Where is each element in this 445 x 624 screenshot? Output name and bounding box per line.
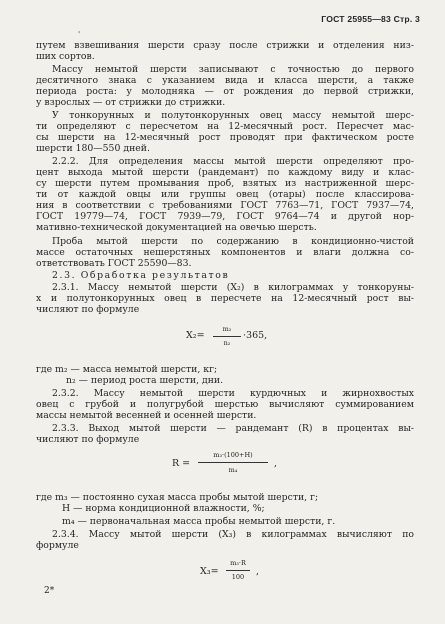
text-line: числяют по формуле — [36, 434, 140, 445]
text-line: ния в соответствии с требованиями ГОСТ 7763—71, ГОСТ 7937—74, — [36, 200, 414, 211]
text-line: мативно-технической документацией на овечью шерсть. — [36, 222, 317, 233]
formula-2-lhs: R = — [172, 458, 191, 469]
formula-3-numerator: m₃·R — [230, 559, 246, 567]
text-line: Массу немытой шерсти записывают с точностью до первого — [52, 64, 414, 75]
formula-1-bar — [213, 336, 241, 337]
text-line: m₄ — первоначальная масса пробы немытой шерсти, г. — [62, 516, 336, 527]
text-line: 2.3.1. Массу немытой шерсти (X₂) в килограммах у тонкоруны- — [52, 282, 414, 293]
text-line: массе остаточных нешерстяных компонентов и влаги должна со- — [36, 247, 414, 258]
text-line: массы немытой весенней и осенней шерсти. — [36, 410, 257, 421]
formula-2-bar — [198, 462, 268, 463]
text-line: 2.3.2. Массу немытой шерсти курдючных и жирнохвостых — [52, 388, 414, 399]
text-line: где m₂ — масса немытой шерсти, кг; — [36, 364, 218, 375]
formula-1-denominator: n₂ — [223, 339, 231, 347]
text-line: ти от каждой овцы или группы овец (отары) после классирова- — [36, 189, 414, 200]
formula-1-numerator: m₂ — [222, 325, 232, 333]
text-line: n₂ — период роста шерсти, дни. — [66, 375, 224, 386]
section-heading: 2.3. Обработка результатов — [52, 270, 230, 281]
text-line: формуле — [36, 540, 79, 551]
text-line: числяют по формуле — [36, 304, 140, 315]
text-line: У тонкорунных и полутонкорунных овец массу немытой шерс- — [52, 110, 414, 121]
text-line: 2.3.4. Массу мытой шерсти (X₃) в килограммах вычисляют по — [52, 529, 414, 540]
text-line: десятичного знака с указанием вида и класса шерсти, а также — [36, 75, 414, 86]
text-line: путем взвешивания шерсти сразу после стрижки и отделения низ- — [36, 40, 414, 51]
text-line: ших сортов. — [36, 51, 95, 62]
text-line: цент выхода мытой шерсти (рандемант) по каждому виду и клас- — [36, 167, 414, 178]
text-line: сы шерсти на 12-месячный рост проводят при фактическом росте — [36, 132, 414, 143]
text-line: овец с грубой и полугрубой шерстью вычисляют суммированием — [36, 399, 414, 410]
text-line: где m₃ — постоянно сухая масса пробы мытой шерсти, г; — [36, 492, 319, 503]
text-line: ГОСТ 19779—74, ГОСТ 7939—79, ГОСТ 9764—74 и другой нор- — [36, 211, 414, 222]
text-line: ответствовать ГОСТ 25590—83. — [36, 258, 192, 269]
text-line: у взрослых — от стрижки до стрижки. — [36, 97, 226, 108]
formula-3-lhs: X₃= — [200, 566, 219, 577]
text-line: 2.3.3. Выход мытой шерсти — рандемант (R) в процентах вы- — [52, 423, 414, 434]
page-footer-mark: 2* — [44, 586, 55, 596]
text-line: 2.2.2. Для определения массы мытой шерсти определяют про- — [52, 156, 414, 167]
formula-2-rhs: , — [274, 458, 278, 469]
margin-mark: ' — [78, 30, 81, 39]
text-line: шерсти 180—550 дней. — [36, 143, 150, 154]
text-line: периода роста: у молодняка — от рождения до первой стрижки, — [36, 86, 414, 97]
formula-2-numerator: m₃·(100+H) — [213, 451, 253, 459]
formula-1-rhs: ·365, — [243, 330, 268, 341]
text-line: H — норма кондиционной влажности, %; — [62, 503, 265, 514]
formula-2-denominator: m₄ — [228, 466, 238, 474]
formula-3-rhs: , — [256, 566, 260, 577]
text-line: х и полутонкорунных овец в пересчете на 12-месячный рост вы- — [36, 293, 414, 304]
text-line: ти определяют с пересчетом на 12-месячный рост. Пересчет мас- — [36, 121, 414, 132]
formula-3-denominator: 100 — [231, 573, 245, 581]
formula-1-lhs: X₂= — [186, 330, 205, 341]
page-header: ГОСТ 25955—83 Стр. 3 — [321, 14, 420, 24]
text-line: Проба мытой шерсти по содержанию в кондиционно-чистой — [52, 236, 414, 247]
text-line: су шерсти путем промывания проб, взятых из настриженной шерс- — [36, 178, 414, 189]
formula-3-bar — [226, 570, 250, 571]
